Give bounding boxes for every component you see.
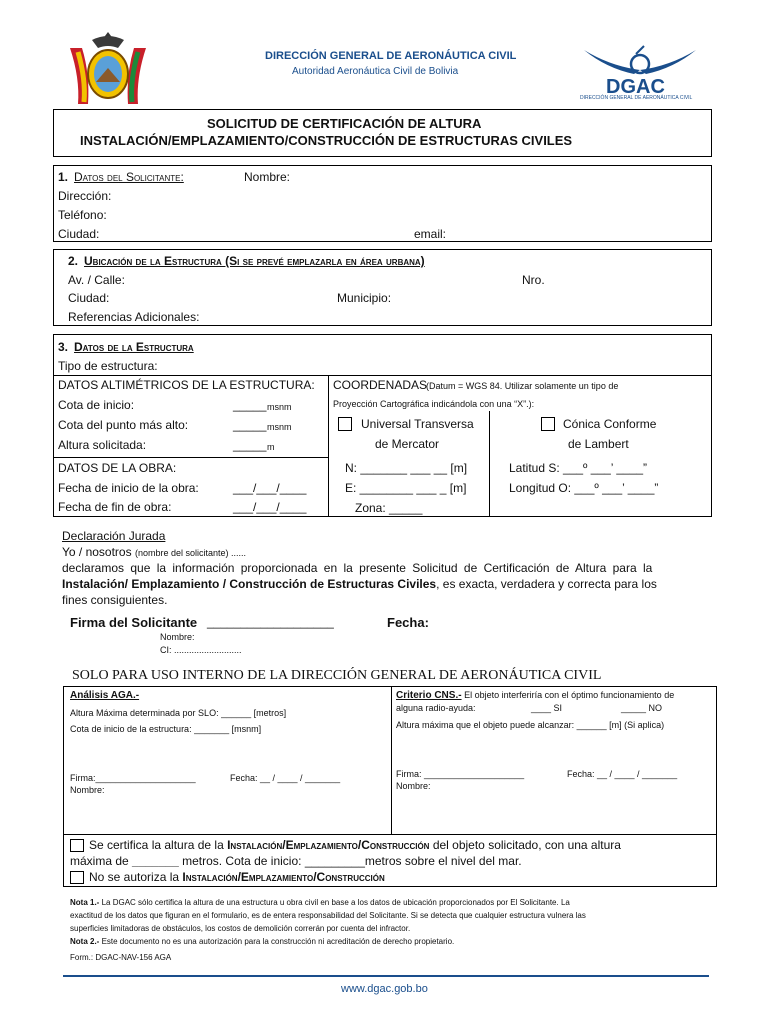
altimetricos-heading: DATOS ALTIMÉTRICOS DE LA ESTRUCTURA: <box>58 378 315 392</box>
calle-label: Av. / Calle: <box>68 273 125 287</box>
cns-fecha[interactable]: Fecha: __ / ____ / _______ <box>567 769 678 779</box>
section-3-number: 3. <box>58 340 69 354</box>
no-autoriza-line <box>89 870 385 884</box>
footer-url[interactable]: www.dgac.gob.bo <box>341 983 428 995</box>
ciudad-label-2: Ciudad: <box>68 291 110 305</box>
cert1-b: Instalación/Emplazamiento/Construcción <box>227 838 430 852</box>
municipio-label: Municipio: <box>337 291 392 305</box>
declaracion-body-3: fines consiguientes. <box>62 593 168 607</box>
footer-rule <box>63 975 709 977</box>
utm-label-1: Universal Transversa <box>361 417 474 431</box>
noauth-a: No se autoriza la <box>89 870 180 884</box>
altura-blank[interactable]: _____ <box>233 438 267 452</box>
org-name: DIRECCIÓN GENERAL DE AERONÁUTICA CIVIL <box>265 50 517 62</box>
no-autoriza-checkbox[interactable] <box>70 871 84 884</box>
email-label: email: <box>414 227 447 241</box>
cns-no[interactable]: _____ NO <box>621 703 663 713</box>
dgac-logo-subtitle: DIRECCIÓN GENERAL DE AERONÁUTICA CIVIL <box>580 95 693 101</box>
longitud-field[interactable]: Longitud O: ___º ___’ ____” <box>509 481 659 495</box>
firma-solicitante-label: Firma del Solicitante <box>70 615 198 630</box>
section-2-heading: Ubicación de la Estructura (Si se prevé emplazarla en área urbana) <box>84 254 425 268</box>
bolivia-coat-of-arms <box>62 28 154 108</box>
easting-field[interactable]: E: ________ ___ _ [m] <box>345 481 467 495</box>
cns-title-label: Criterio CNS.- <box>396 690 462 701</box>
telefono-label: Teléfono: <box>58 208 107 222</box>
cota-inicio-blank[interactable]: _____ <box>233 398 267 412</box>
aga-firma[interactable]: Firma:____________________ <box>70 773 196 783</box>
obra-heading: DATOS DE LA OBRA: <box>58 461 177 475</box>
fecha-inicio-blank[interactable]: ___/___/____ <box>233 481 307 495</box>
cns-firma[interactable]: Firma: ____________________ <box>396 769 525 779</box>
utm-checkbox[interactable] <box>338 417 352 431</box>
utm-label-2: de Mercator <box>375 437 440 451</box>
nota-1-line-2: exactitud de los datos que figuran en el formulario, es de entera responsabilidad del Solicitante. Si se detecta que cualquier estructura vulnera las <box>70 911 586 920</box>
section-3-heading: Datos de la Estructura <box>74 340 194 354</box>
firma-nombre-label: Nombre: <box>160 632 195 642</box>
section-1-number: 1. <box>58 170 69 184</box>
section-2-number: 2. <box>68 254 79 268</box>
declaracion-body-2 <box>62 577 657 591</box>
fecha-fin-label: Fecha de fin de obra: <box>58 500 172 514</box>
nota-2-label: Nota 2.- <box>70 937 100 946</box>
nota-2-text: Este documento no es una autorización para la construcción ni acreditación de derecho propietario. <box>101 937 455 946</box>
cns-title <box>396 690 674 701</box>
lambert-checkbox[interactable] <box>541 417 555 431</box>
form-subtitle: INSTALACIÓN/EMPLAZAMIENTO/CONSTRUCCIÓN DE ESTRUCTURAS CIVILES <box>80 133 573 148</box>
aga-nombre: Nombre: <box>70 785 105 795</box>
yo-nosotros <box>62 545 246 559</box>
cns-text-1: El objeto interferiría con el óptimo funcionamiento de <box>464 690 675 700</box>
fecha-label: Fecha: <box>387 615 429 630</box>
northing-field[interactable]: N: _______ ___ __ [m] <box>345 461 468 475</box>
aga-altura: Altura Máxima determinada por SLO: ______ [metros] <box>70 708 287 718</box>
altura-unit: m <box>267 442 275 452</box>
lambert-label-1: Cónica Conforme <box>563 417 657 431</box>
coordenadas-heading: COORDENADAS <box>333 378 428 392</box>
referencias-label: Referencias Adicionales: <box>68 310 200 324</box>
cert1-a: Se certifica la altura de la <box>89 838 224 852</box>
yo-label: Yo / nosotros <box>62 545 132 559</box>
cns-nombre: Nombre: <box>396 781 431 791</box>
direccion-label: Dirección: <box>58 189 112 203</box>
nota-1-text-1: La DGAC sólo certifica la altura de una estructura u obra civil en base a los datos de ubicación proporcionados por El Solicitante. La <box>101 898 570 907</box>
nota-1-line-3: superficies limitadoras de obstáculos, los costos de demolición correrán por cuenta del infractor. <box>70 924 411 933</box>
coordenadas-note-2: Proyección Cartográfica indicándola con una “X”.): <box>333 399 535 409</box>
aga-fecha[interactable]: Fecha: __ / ____ / _______ <box>230 773 341 783</box>
firma-solicitante-line[interactable]: ___________________ <box>207 615 334 629</box>
declaracion-rest: , es exacta, verdadera y correcta para los <box>436 577 657 591</box>
tipo-label: Tipo de estructura: <box>58 359 158 373</box>
nota-1-label: Nota 1.- <box>70 898 100 907</box>
cota-inicio-unit: msnm <box>267 402 292 412</box>
cert2-b: metros. Cota de inicio: _________metros sobre el nivel del mar. <box>182 854 522 868</box>
nombre-label: Nombre: <box>244 170 291 184</box>
declaracion-bold: Instalación/ Emplazamiento / Construcción de Estructuras Civiles <box>62 577 437 591</box>
fecha-fin-blank[interactable]: ___/___/____ <box>233 500 307 514</box>
section-1-heading: Datos del Solicitante: <box>74 170 184 184</box>
firma-ci-label: CI: ........................... <box>160 645 242 655</box>
cert2-blank[interactable]: _______ <box>132 854 179 868</box>
lambert-label-2: de Lambert <box>568 437 629 451</box>
yo-note: (nombre del solicitante) ...... <box>134 548 246 558</box>
form-title: SOLICITUD DE CERTIFICACIÓN DE ALTURA <box>207 116 482 131</box>
fecha-inicio-label: Fecha de inicio de la obra: <box>58 481 199 495</box>
interno-title: SOLO PARA USO INTERNO DE LA DIRECCIÓN GENERAL DE AERONÁUTICA CIVIL <box>72 668 602 683</box>
zona-field[interactable]: Zona: _____ <box>355 501 423 515</box>
dgac-logo-text: DGAC <box>606 76 665 98</box>
certifica-checkbox[interactable] <box>70 839 84 852</box>
form-code: Form.: DGAC-NAV-156 AGA <box>70 953 172 962</box>
nro-label: Nro. <box>522 273 545 287</box>
noauth-b: Instalación/Emplazamiento/Construcción <box>182 870 385 884</box>
certifica-line-1 <box>89 838 621 852</box>
org-subtitle: Autoridad Aeronáutica Civil de Bolivia <box>292 66 459 77</box>
cns-text-2: alguna radio-ayuda: <box>396 703 476 713</box>
cns-altura: Altura máxima que el objeto puede alcanzar: ______ [m] (Si aplica) <box>396 720 665 730</box>
nota-2-line <box>70 937 454 946</box>
coordenadas-note-1: (Datum = WGS 84. Utilizar solamente un tipo de <box>426 381 619 391</box>
cns-si[interactable]: ____ SI <box>531 703 563 713</box>
cert2-a: máxima de <box>70 854 129 868</box>
cert1-c: del objeto solicitado, con una altura <box>432 838 621 852</box>
cota-punto-unit: msnm <box>267 422 292 432</box>
aga-cota: Cota de inicio de la estructura: _______ [msnm] <box>70 724 262 734</box>
nota-1-line-1 <box>70 898 570 907</box>
certifica-line-2 <box>70 854 522 868</box>
declaracion-body-1: declaramos que la información proporcionada en la presente Solicitud de Certificación de Altura para la <box>62 561 653 575</box>
cota-punto-blank[interactable]: _____ <box>233 418 267 432</box>
cota-punto-label: Cota del punto más alto: <box>58 418 189 432</box>
cota-inicio-label: Cota de inicio: <box>58 398 135 412</box>
altura-label: Altura solicitada: <box>58 438 147 452</box>
declaracion-title: Declaración Jurada <box>62 529 166 543</box>
latitud-field[interactable]: Latitud S: ___º ___’ ____” <box>509 461 648 475</box>
aga-title: Análisis AGA.- <box>70 690 140 701</box>
ciudad-label: Ciudad: <box>58 227 100 241</box>
